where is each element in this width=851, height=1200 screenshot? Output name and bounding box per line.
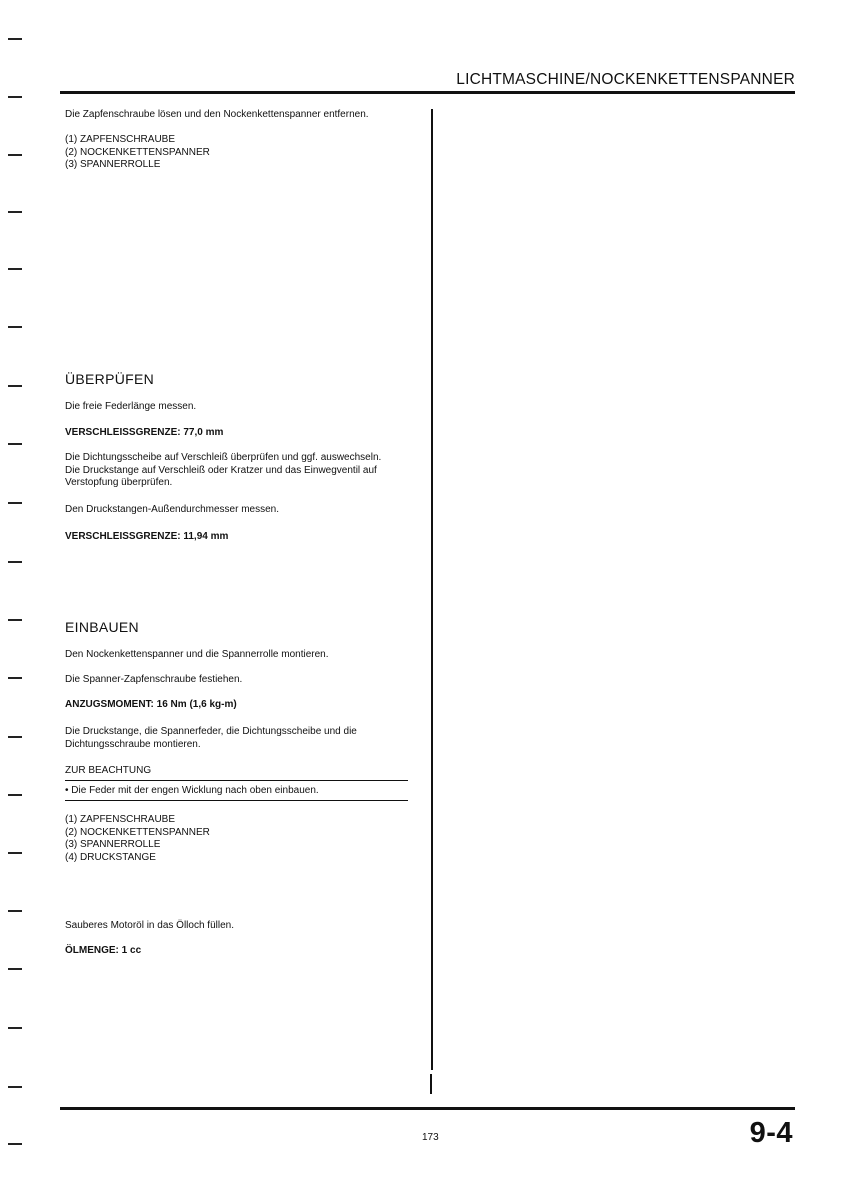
oil-quantity: ÖLMENGE: 1 cc [65, 945, 142, 956]
wear-limit-1: VERSCHLEISSGRENZE: 77,0 mm [65, 427, 224, 438]
text-line: Die Dichtungsscheibe auf Verschleiß überprüfen und ggf. auswechseln. [65, 452, 382, 463]
inspection-text-3: Den Druckstangen-Außendurchmesser messen. [65, 504, 279, 515]
binding-mark [8, 385, 22, 387]
callout-item: (4) DRUCKSTANGE [65, 851, 156, 863]
note-heading: ZUR BEACHTUNG [65, 765, 152, 776]
note-item: • Die Feder mit der engen Wicklung nach oben einbauen. [65, 785, 319, 796]
section-number: 9-4 [749, 1117, 793, 1149]
text-line: Die Druckstange auf Verschleiß oder Kratzer und das Einwegventil auf [65, 464, 377, 476]
note-top-rule [65, 780, 408, 781]
binding-mark [8, 326, 22, 328]
page-number: 173 [422, 1132, 439, 1143]
installation-text-1: Den Nockenkettenspanner und die Spannerrolle montieren. [65, 649, 329, 660]
installation-text-3 [65, 726, 357, 751]
binding-mark [8, 968, 22, 970]
wear-limit-2: VERSCHLEISSGRENZE: 11,94 mm [65, 531, 229, 542]
binding-mark [8, 736, 22, 738]
torque-spec: ANZUGSMOMENT: 16 Nm (1,6 kg-m) [65, 699, 237, 710]
column-divider [431, 109, 433, 1070]
callout-item: (2) NOCKENKETTENSPANNER [65, 826, 210, 838]
note-bottom-rule [65, 800, 408, 801]
column-divider-tail [430, 1074, 432, 1094]
binding-mark [8, 1143, 22, 1145]
installation-callout-list [65, 814, 210, 864]
header-rule [60, 91, 795, 94]
binding-mark [8, 910, 22, 912]
footer-rule [60, 1107, 795, 1110]
callout-item: (1) ZAPFENSCHRAUBE [65, 814, 176, 825]
inspection-text-2 [65, 452, 381, 490]
text-line: Verstopfung überprüfen. [65, 477, 173, 488]
binding-mark [8, 794, 22, 796]
removal-callout-list [65, 134, 210, 172]
binding-mark [8, 154, 22, 156]
inspection-heading: ÜBERPÜFEN [65, 371, 155, 387]
binding-mark [8, 96, 22, 98]
binding-mark [8, 677, 22, 679]
binding-mark [8, 38, 22, 40]
callout-item: (2) NOCKENKETTENSPANNER [65, 146, 210, 158]
installation-text-4: Sauberes Motoröl in das Ölloch füllen. [65, 920, 234, 931]
text-line: Dichtungsschraube montieren. [65, 738, 201, 750]
binding-mark [8, 619, 22, 621]
text-line: Die Druckstange, die Spannerfeder, die Dichtungsscheibe und die [65, 726, 357, 737]
installation-text-2: Die Spanner-Zapfenschraube festiehen. [65, 674, 243, 685]
binding-mark [8, 1027, 22, 1029]
installation-heading: EINBAUEN [65, 619, 139, 635]
removal-instruction: Die Zapfenschraube lösen und den Nockenkettenspanner entfernen. [65, 109, 369, 120]
binding-mark [8, 561, 22, 563]
callout-item: (3) SPANNERROLLE [65, 839, 161, 850]
binding-mark [8, 502, 22, 504]
binding-mark [8, 211, 22, 213]
inspection-text-1: Die freie Federlänge messen. [65, 401, 197, 412]
callout-item: (3) SPANNERROLLE [65, 159, 161, 170]
binding-mark [8, 443, 22, 445]
binding-mark [8, 1086, 22, 1088]
binding-mark [8, 852, 22, 854]
callout-item: (1) ZAPFENSCHRAUBE [65, 134, 176, 145]
binding-mark [8, 268, 22, 270]
page-header-title: LICHTMASCHINE/NOCKENKETTENSPANNER [456, 71, 795, 88]
